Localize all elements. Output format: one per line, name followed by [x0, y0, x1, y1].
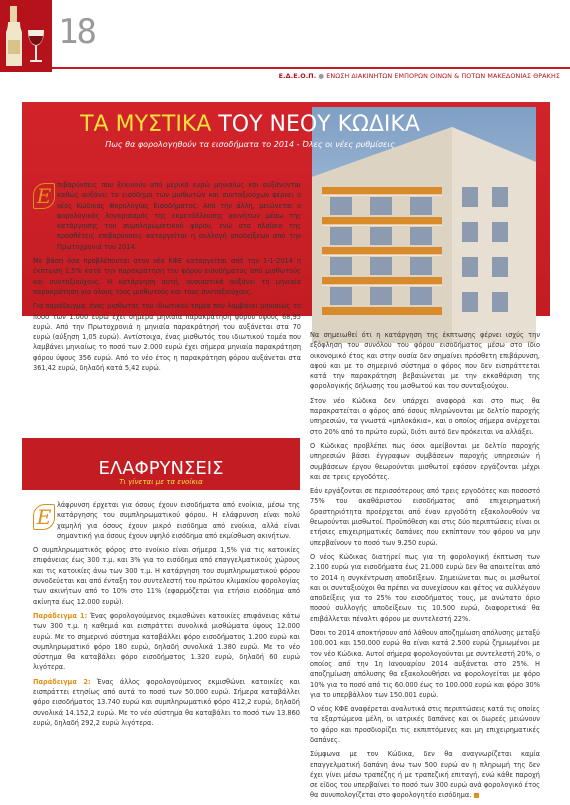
example-2	[33, 677, 300, 728]
paragraph: Με βάση όσα προβλέπονται στον νέο ΚΦΕ καταργείται από την 1-1-2014 η έκπτωση 1,5% κατά την παρακράτηση του φόρου εισοδήματος από μισθωτούς και συνταξιούχους. Η κατάργηση αυτή, ουσιαστικά αυξάνει τη μηνιαία παρακράτηση για όλους τους μισθωτούς και τους συνταξιούχους.	[33, 257, 301, 296]
headline-block	[40, 112, 460, 160]
paragraph: Ο συμπληρωματικός φόρος στο ενοίκιο είναι σήμερα 1,5% για τις κατοικίες επιφάνειας έως 300 τ.μ. και 3% για το εισόδημα από επαγγελματικούς χώρους και τις κατοικίες άνω των 300 τ.μ. Η κατάργηση του συμπληρωματικού φόρου συνοδεύεται και από ένταξη του συντελεστή του πρώτου κλιμακίου φορολογίας των ακινήτων από το 10% στο 11% (εφαρμόζεται για ετήσιο εισόδημα από ακίνητα έως 12.000 ευρώ).	[33, 546, 300, 606]
article-title-highlight: ΤΑ ΜΥΣΤΙΚΑ	[80, 112, 212, 137]
intro-text	[33, 180, 301, 377]
organization-acronym: Ε.Δ.Ε.Ο.Π.	[278, 72, 317, 80]
rent-section-text	[33, 500, 300, 732]
article-title	[40, 112, 460, 137]
paragraph: Ο Κώδικας προβλέπει πως όσοι αμείβονται με δελτίο παροχής υπηρεσιών βάσει έγγραφων συμβάσεων παροχής υπηρεσιών ή συμβάσεων έργου θεωρούνται μισθωτοί εφόσον εργάζονται μέχρι και σε τρεις εργοδότες.	[310, 441, 540, 481]
example-text: Ένας άλλος φορολογούμενος εκμισθώνει κατοικίες και εισπράττει ετησίως από αυτά το ποσό των 50.000 ευρώ. Σήμερα καταβάλλει φόρο εισοδήματος 13.740 ευρώ και συμπληρωματικό φόρο 412,2 ευρώ, δηλαδή συνολικά 14.152,2 ευρώ. Με το νέο σύστημα θα καταβάλει το ποσό των 13.860 ευρώ, δηλαδή 292,2 ευρώ λιγότερα.	[33, 677, 300, 727]
paragraph: Ο νέος Κώδικας διατηρεί πως για τη φορολογική έκπτωση των 2.100 ευρώ για εισοδήματα έως 21.000 ευρώ δεν θα απαιτείται από το 2014 η συγκέντρωση αποδείξεων. Σημειώνεται πως οι μισθωτοί και οι συνταξιούχοι θα πρέπει να συνεχίσουν και φέτος να συλλέγουν αποδείξεις για το 25% του εισοδήματος τους, με ανώτατο όριο ποσού συλλογής αποδείξεων τις 10.500 ευρώ, διαφορετικά θα επιβάλλεται πέναλτι φόρου με συντελεστή 22%.	[310, 552, 540, 623]
paragraph: Να σημειωθεί ότι η κατάργηση της έκπτωσης φέρνει ισχύς την εξόφληση του συνόλου του φόρου εισοδήματος μέσω στο ίδιο οικονομικό έτος και στην ουσία δεν σημαίνει πρόσθετη επιβάρυνση, αφού και με το σημερινό σύστημα ο φόρος που δεν εισπράττεται κατά την παρακράτηση βεβαιώνεται με την εκκαθάριση της φορολογικής δήλωσης του μισθωτού και του συνταξιούχου.	[310, 331, 540, 391]
drop-cap: Ε	[33, 183, 55, 209]
organization-name: ΕΝΩΣΗ ΔΙΑΚΙΝΗΤΩΝ ΕΜΠΟΡΩΝ ΟΙΝΩΝ & ΠΟΤΩΝ ΜΑΚΕΔΟΝΙΑΣ ΘΡΑΚΗΣ	[326, 72, 560, 80]
organization-line: Ε.Δ.Ε.Ο.Π. ● ΕΝΩΣΗ ΔΙΑΚΙΝΗΤΩΝ ΕΜΠΟΡΩΝ ΟΙΝΩΝ & ΠΟΤΩΝ ΜΑΚΕΔΟΝΙΑΣ ΘΡΑΚΗΣ	[278, 72, 560, 80]
paragraph: Εάν εργάζονται σε περισσότερους από τρεις εργοδότες και ποσοστό 75% του ακαθάριστου εισοδήματος από επιχειρηματική δραστηριότητα προέρχεται από έναν εργοδότη εξακολουθούν να θεωρούνται μισθωτοί. Προϋπόθεση και στις δύο περιπτώσεις είναι οι ετήσιες επιχειρηματικές δαπάνες που εκπίπτουν του φόρου να μην υπερβαίνουν το ποσό των 9.250 ευρώ.	[310, 487, 540, 547]
article-subtitle: Πως θα φορολογηθούν τα εισοδήματα το 2014 - Όλες οι νέες ρυθμίσεις	[105, 140, 395, 149]
right-column-text	[310, 330, 540, 805]
end-mark: ■	[473, 791, 480, 800]
page-number: 18	[58, 12, 95, 52]
example-label: Παράδειγμα 2:	[33, 677, 91, 686]
paragraph: πιβαρύνσεις που ξεκινούν από μερικά ευρώ μηνιαίως και αυξάνονται καθώς αυξάνει το εισόδημα των μισθωτών και συνταξιούχων φέρνει ο νέος Κώδικας Φορολογίας Εισοδήματος. Από την άλλη, μειώνεται ο φορολογικός λογαριασμός της εκμετάλλευσης ακινήτων μέσω της κατάργησης του συμπληρωματικού φόρου, ενώ στο πλαίσιο της προσθέτεις επιβαρύνσεις καταργείται η συλλογή αποδείξεων από την Πρωτοχρονιά του 2014.	[57, 181, 301, 251]
paragraph: Ο νέος ΚΦΕ αναφέρεται αναλυτικά στις περιπτώσεις κατά τις οποίες τα εξαρτώμενα μέλη, οι ιατρικές δαπάνες και οι δωρεές μειώνουν το φόρο και προσδιορίζει τις εκπιπτόμενες και μη επιχειρηματικές δαπάνες.	[310, 705, 540, 744]
paragraph-text: Σύμφωνα με τον Κώδικα, δεν θα αναγνωρίζεται καμία επαγγελματική δαπάνη άνω των 500 ευρώ αν η πληρωμή της δεν έχει γίνει μέσω τραπέζης ή με τραπεζική επιταγή, ενώ κάθε παροχή σε είδος του υπερβαίνει το ποσό των 300 ευρώ ανά φορολογικό έτος θα συνυπολογίζεται στο φορολογητέο εισόδημα.	[310, 750, 540, 800]
wine-bottle-glass-icon	[0, 0, 52, 72]
paragraph	[310, 749, 540, 800]
section-title: ΕΛΑΦΡΥΝΣΕΙΣ	[98, 458, 224, 479]
example-1	[33, 611, 300, 673]
paragraph: λάφρυνση έρχεται για όσους έχουν εισοδήματα από ενοίκια, μέσω της κατάργησης του συμπληρωματικού φόρου. Η ελάφρυνση είναι πολύ χαμηλή για όσους έχουν μικρό εισόδημα από ενοίκια, αλλά είναι σημαντική για όσους έχουν υψηλό εισόδημα από εκμίσθωση ακινήτων.	[57, 501, 300, 540]
logo	[0, 0, 52, 72]
example-label: Παράδειγμα 1:	[33, 611, 88, 620]
paragraph: Όσοι το 2014 αποκτήσουν από λάθουν αποζημίωση απόλυσης μεταξύ 100.001 και 150.000 ευρώ θα είναι κατά 2.500 ευρώ ζημιωμένοι με τον νέο Κώδικα. Αυτοί σήμερα φορολογούνται με συντελεστή 20%, ο οποίος από την 1η Ιανουαρίου 2014 αυξάνεται στο 25%. Η αποζημίωση απόλυσης θα εξακολουθήσει να φορολογείται με φόρο 10% για το ποσό από τις 60.000 έως το 100.000 ευρώ και φόρο 30% για το υπερβάλλον των 150.001 ευρώ.	[310, 629, 540, 699]
example-text: Ένας φορολογούμενος εκμισθώνει κατοικίες επιφάνειας κάτω των 300 τ.μ. η καθεμιά και εισπράττει συνολικά μισθώματα ύψους 12.000 ευρώ. Με το σημερινό σύστημα καταβάλλει φόρο εισοδήματος 1.200 ευρώ και συμπληρωματικό φόρο 180 ευρώ, δηλαδή συνολικά 1.380 ευρώ. Με το νέο σύστημα θα καταβάλει φόρο εισοδήματος 1.320 ευρώ, δηλαδή 60 ευρώ λιγότερα.	[33, 611, 300, 672]
paragraph: Για παράδειγμα, ένας μισθωτός του ιδιωτικού τομέα που λαμβάνει μηνιαίως το ποσό των 1.000 ευρώ έχει σήμερα μηνιαία παρακράτηση φόρου ύψους 68,95 ευρώ. Από την Πρωτοχρονιά η μηνιαία παρακράτησή του αυξάνεται στα 70 ευρώ (αύξηση 1,05 ευρώ). Αντίστοιχα, ένας μισθωτός του ιδιωτικού τομέα που λαμβάνει μηνιαίως το ποσό των 2.000 ευρώ έχει σήμερα μηνιαία παρακράτηση φόρου ύψους 356 ευρώ. Από το νέο έτος η παρακράτηση φόρου αυξάνεται στα 361,42 ευρώ, δηλαδή κατά 5,42 ευρώ.	[33, 302, 301, 373]
section-subtitle: Τι γίνεται με τα ενοίκια	[119, 478, 203, 486]
header-rule	[52, 67, 570, 69]
drop-cap: Ε	[33, 504, 55, 530]
paragraph: Στον νέο Κώδικα δεν υπάρχει αναφορά και στο πως θα παρακρατείται ο φόρος από όσους πληρώνονται με δελτίο παροχής υπηρεσιών, τα γνωστά «μπλοκάκια», και ο οποίος σήμερα ανέρχεται στο 20% από το πρώτο ευρώ, διότι αυτό δεν πρόκειται να αλλάξει.	[310, 396, 540, 436]
article-title-rest: ΤΟΥ ΝΕΟΥ ΚΩΔΙΚΑ	[211, 112, 420, 137]
